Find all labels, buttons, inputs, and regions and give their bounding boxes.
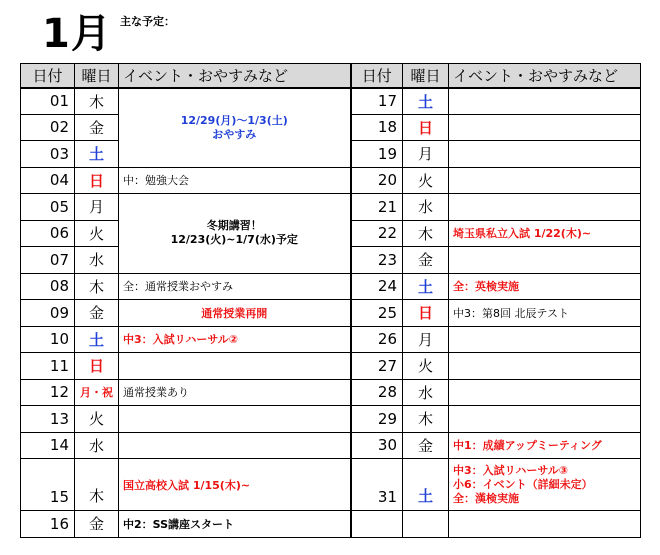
winter-line2: 12/23(火)~1/7(水)予定 — [170, 233, 298, 247]
header-day: 曜日 — [403, 64, 449, 88]
date-cell: 17 — [351, 88, 403, 115]
date-cell: 03 — [21, 141, 75, 168]
table-row — [21, 273, 641, 300]
date-cell: 19 — [351, 141, 403, 168]
date-cell: 18 — [351, 114, 403, 141]
table-row — [21, 406, 641, 433]
date-cell: 14 — [21, 432, 75, 459]
day-cell: 月・祝 — [75, 379, 119, 406]
event-cell — [449, 114, 641, 141]
event-cell: 全：通常授業おやすみ — [119, 273, 351, 300]
day-cell: 土 — [403, 273, 449, 300]
table-row — [21, 353, 641, 380]
calendar-table — [20, 63, 641, 538]
day-cell: 水 — [403, 379, 449, 406]
day-cell: 月 — [403, 141, 449, 168]
event-cell: 埼玉県私立入試 1/22(木)~ — [449, 220, 641, 247]
event-cell — [449, 326, 641, 353]
header-date: 日付 — [21, 64, 75, 88]
table-row — [21, 379, 641, 406]
date-cell: 20 — [351, 167, 403, 194]
date-cell: 01 — [21, 88, 75, 115]
event-cell — [449, 88, 641, 115]
day-cell: 火 — [403, 167, 449, 194]
table-row — [21, 511, 641, 538]
event-cell: 全：英検実施 — [449, 273, 641, 300]
event-cell — [119, 406, 351, 433]
date-cell: 10 — [21, 326, 75, 353]
event-line: 中3：入試リハーサル③ — [453, 463, 569, 477]
date-cell: 06 — [21, 220, 75, 247]
date-cell: 29 — [351, 406, 403, 433]
date-cell: 28 — [351, 379, 403, 406]
day-cell: 月 — [75, 194, 119, 221]
day-cell: 金 — [75, 511, 119, 538]
winter-line1: 冬期講習！ — [206, 219, 262, 233]
date-cell: 31 — [351, 459, 403, 511]
schedule-label: 主な予定： — [120, 15, 175, 28]
event-cell — [449, 379, 641, 406]
day-cell: 土 — [403, 459, 449, 511]
event-cell — [119, 353, 351, 380]
event-cell: 国立高校入試 1/15(木)~ — [119, 459, 351, 511]
day-cell: 火 — [403, 353, 449, 380]
day-cell: 水 — [75, 247, 119, 274]
day-cell: 日 — [75, 353, 119, 380]
empty-cell — [351, 511, 403, 538]
day-cell: 日 — [403, 300, 449, 327]
date-cell: 26 — [351, 326, 403, 353]
date-cell: 22 — [351, 220, 403, 247]
day-cell: 金 — [403, 432, 449, 459]
date-cell: 07 — [21, 247, 75, 274]
date-cell: 27 — [351, 353, 403, 380]
day-cell: 金 — [75, 114, 119, 141]
event-cell: 中1：成績アップミーティング — [449, 432, 641, 459]
day-cell: 木 — [403, 220, 449, 247]
date-cell: 04 — [21, 167, 75, 194]
event-cell: 通常授業再開 — [119, 300, 351, 327]
event-line: 小6：イベント（詳細未定） — [453, 477, 593, 491]
date-cell: 11 — [21, 353, 75, 380]
holiday-block — [119, 88, 351, 168]
day-cell: 木 — [75, 459, 119, 511]
header-date: 日付 — [351, 64, 403, 88]
date-cell: 02 — [21, 114, 75, 141]
event-cell — [449, 247, 641, 274]
winter-course-block — [119, 194, 351, 274]
date-cell: 05 — [21, 194, 75, 221]
day-cell: 土 — [403, 88, 449, 115]
event-cell: 中2：SS講座スタート — [119, 511, 351, 538]
date-cell: 24 — [351, 273, 403, 300]
day-cell: 火 — [75, 220, 119, 247]
event-cell — [449, 194, 641, 221]
event-cell: 中3：第8回 北辰テスト — [449, 300, 641, 327]
day-cell: 木 — [75, 88, 119, 115]
day-cell: 土 — [75, 141, 119, 168]
table-row — [21, 194, 641, 221]
date-cell: 16 — [21, 511, 75, 538]
day-cell: 金 — [75, 300, 119, 327]
date-cell: 30 — [351, 432, 403, 459]
event-cell — [449, 353, 641, 380]
day-cell: 日 — [403, 114, 449, 141]
day-cell: 金 — [403, 247, 449, 274]
day-cell: 日 — [75, 167, 119, 194]
day-cell: 水 — [403, 194, 449, 221]
event-cell — [449, 406, 641, 433]
day-cell: 水 — [75, 432, 119, 459]
date-cell: 25 — [351, 300, 403, 327]
month-title: 1月 — [42, 11, 112, 57]
day-cell: 火 — [75, 406, 119, 433]
day-cell: 木 — [75, 273, 119, 300]
header-event: イベント・おやすみなど — [119, 64, 351, 88]
date-cell: 13 — [21, 406, 75, 433]
empty-cell — [403, 511, 449, 538]
header-event: イベント・おやすみなど — [449, 64, 641, 88]
table-row — [21, 459, 641, 511]
header-row — [21, 64, 641, 88]
date-cell: 08 — [21, 273, 75, 300]
date-cell: 15 — [21, 459, 75, 511]
table-row — [21, 88, 641, 115]
date-cell: 23 — [351, 247, 403, 274]
day-cell: 土 — [75, 326, 119, 353]
date-cell: 12 — [21, 379, 75, 406]
day-cell: 木 — [403, 406, 449, 433]
event-cell — [449, 459, 641, 511]
event-line: 全：漢検実施 — [453, 491, 519, 505]
date-cell: 21 — [351, 194, 403, 221]
table-row — [21, 326, 641, 353]
event-cell: 通常授業あり — [119, 379, 351, 406]
event-cell — [449, 167, 641, 194]
day-cell: 月 — [403, 326, 449, 353]
event-cell: 中3：入試リハーサル② — [119, 326, 351, 353]
table-row — [21, 432, 641, 459]
empty-cell — [449, 511, 641, 538]
header-day: 曜日 — [75, 64, 119, 88]
table-row — [21, 300, 641, 327]
date-cell: 09 — [21, 300, 75, 327]
holiday-line2: おやすみ — [212, 127, 257, 141]
holiday-line1: 12/29(月)～1/3(土) — [180, 113, 288, 127]
table-row — [21, 167, 641, 194]
event-cell — [449, 141, 641, 168]
event-cell — [119, 432, 351, 459]
event-cell: 中：勉強大会 — [119, 167, 351, 194]
